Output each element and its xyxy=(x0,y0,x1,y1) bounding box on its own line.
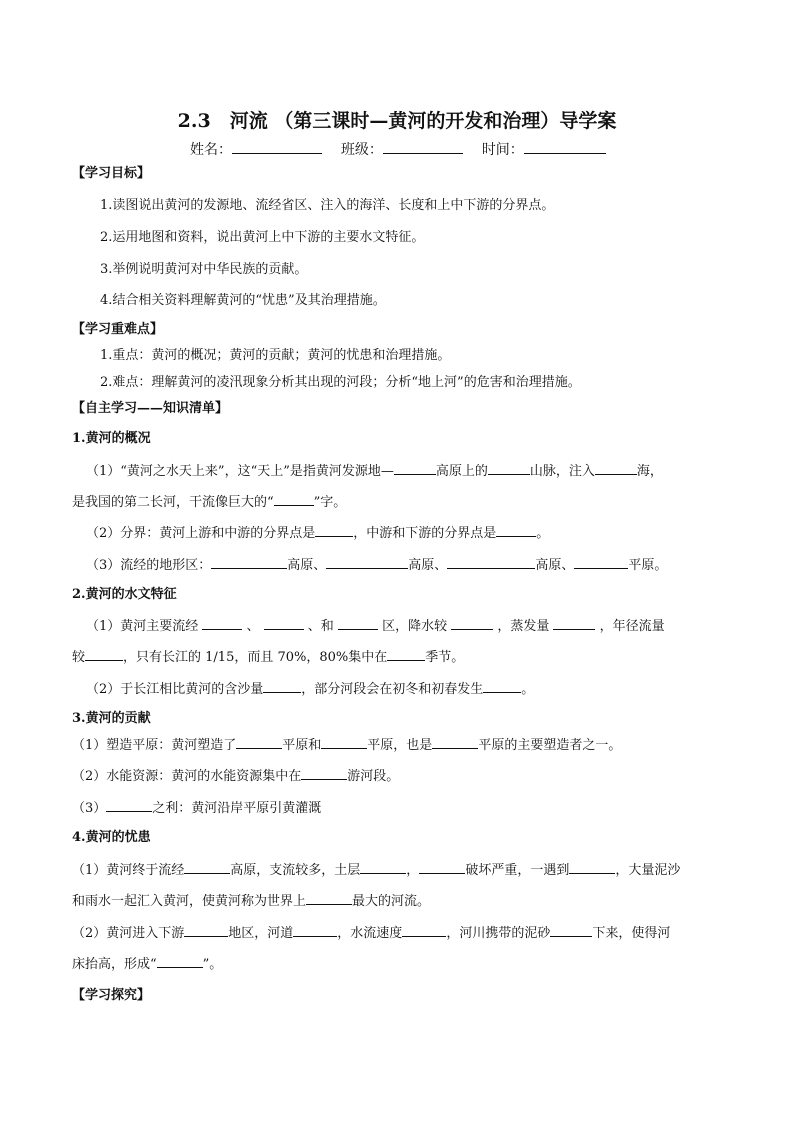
explore-heading: 【学习探究】 xyxy=(72,988,151,1003)
section-heading-concerns: 4.黄河的忧患 xyxy=(72,830,151,845)
fill-blank[interactable] xyxy=(211,556,287,569)
page-title: 2.3 河流 （第三课时—黄河的开发和治理）导学案 xyxy=(177,110,617,132)
keypoint-item: 1.重点：黄河的概况；黄河的贡献；黄河的忧患和治理措施。 xyxy=(100,348,451,363)
fill-blank[interactable] xyxy=(569,861,615,874)
fill-blank[interactable] xyxy=(488,462,530,475)
fill-blank[interactable] xyxy=(496,524,536,537)
goal-item: 2.运用地图和资料，说出黄河上中下游的主要水文特征。 xyxy=(100,230,425,245)
fill-blank[interactable] xyxy=(184,924,228,937)
fill-blank[interactable] xyxy=(301,767,347,780)
s3-line1: （1）塑造平原：黄河塑造了 平原和 平原，也是 平原的主要塑造者之一。 xyxy=(72,738,622,753)
fill-blank[interactable] xyxy=(202,617,242,630)
keypoints-heading: 【学习重难点】 xyxy=(72,322,164,337)
fill-blank[interactable] xyxy=(419,861,465,874)
fill-blank[interactable] xyxy=(184,861,230,874)
fill-blank[interactable] xyxy=(402,924,446,937)
s3-line3: （3） 之利：黄河沿岸平原引黄灌溉 xyxy=(72,801,322,816)
fill-blank[interactable] xyxy=(306,892,352,905)
section-heading-hydrology: 2.黄河的水文特征 xyxy=(72,587,177,602)
s1-line1: （1）“黄河之水天上来”，这“天上”是指黄河发源地— 高原上的 山脉，注入 海， xyxy=(86,464,663,479)
fill-blank[interactable] xyxy=(106,799,152,812)
s4-line2: 和雨水一起汇入黄河，使黄河称为世界上 最大的河流。 xyxy=(72,894,431,909)
fill-blank[interactable] xyxy=(451,617,493,630)
s4-line1: （1）黄河终于流经 高原，支流较多，土层 ， 破坏严重，一遇到 ，大量泥沙 xyxy=(72,863,681,878)
s2-line3: （2）于长江相比黄河的含沙量 ，部分河段会在初冬和初春发生 。 xyxy=(86,682,535,697)
fill-blank[interactable] xyxy=(483,680,521,693)
section-heading-overview: 1.黄河的概况 xyxy=(72,431,151,446)
s3-line2: （2）水能资源：黄河的水能资源集中在 游河段。 xyxy=(72,769,400,784)
s4-line3: （2）黄河进入下游 地区，河道 ，水流速度 ，河川携带的泥砂 下来，使得河 xyxy=(72,926,671,941)
fill-blank[interactable] xyxy=(85,648,123,661)
header-fields xyxy=(190,141,606,159)
fill-blank[interactable] xyxy=(387,648,425,661)
fill-blank[interactable] xyxy=(550,924,592,937)
fill-blank[interactable] xyxy=(360,861,406,874)
fill-blank[interactable] xyxy=(315,524,353,537)
s1-line4: （3）流经的地形区： 高原、 高原、 高原、 平原。 xyxy=(86,558,668,573)
class-label: 班级： xyxy=(340,142,383,158)
s2-line2: 较 ，只有长江的 1/15，而且 70%，80%集中在 季节。 xyxy=(72,650,465,665)
fill-blank[interactable] xyxy=(264,617,304,630)
fill-blank[interactable] xyxy=(157,955,203,968)
fill-blank[interactable] xyxy=(274,493,314,506)
fill-blank[interactable] xyxy=(293,924,337,937)
s2-line1: （1）黄河主要流经 、 、和 区，降水较 ，蒸发量 ，年径流量 xyxy=(86,619,665,634)
fill-blank[interactable] xyxy=(263,680,301,693)
goal-item: 4.结合相关资料理解黄河的“忧患”及其治理措施。 xyxy=(100,293,386,308)
s1-line3: （2）分界：黄河上游和中游的分界点是 ，中游和下游的分界点是 。 xyxy=(86,526,550,541)
fill-blank[interactable] xyxy=(432,736,478,749)
fill-blank[interactable] xyxy=(338,617,378,630)
fill-blank[interactable] xyxy=(553,617,595,630)
goal-item: 3.举例说明黄河对中华民族的贡献。 xyxy=(100,262,308,277)
time-label: 时间： xyxy=(481,142,524,158)
s1-line2: 是我国的第二长河，干流像巨大的“ ”字。 xyxy=(72,495,347,510)
self-study-heading: 【自主学习——知识清单】 xyxy=(72,401,229,416)
keypoint-item: 2.难点：理解黄河的凌汛现象分析其出现的河段；分析“地上河”的危害和治理措施。 xyxy=(100,375,581,390)
class-blank[interactable] xyxy=(383,141,463,154)
fill-blank[interactable] xyxy=(236,736,282,749)
fill-blank[interactable] xyxy=(595,462,637,475)
name-blank[interactable] xyxy=(232,141,322,154)
goal-item: 1.读图说出黄河的发源地、流经省区、注入的海洋、长度和上中下游的分界点。 xyxy=(100,198,555,213)
fill-blank[interactable] xyxy=(326,556,408,569)
section-heading-contribution: 3.黄河的贡献 xyxy=(72,711,151,726)
fill-blank[interactable] xyxy=(574,556,628,569)
time-blank[interactable] xyxy=(524,141,606,154)
s4-line4: 床抬高，形成“ ”。 xyxy=(72,957,223,972)
fill-blank[interactable] xyxy=(447,556,535,569)
goals-heading: 【学习目标】 xyxy=(72,166,151,181)
name-label: 姓名： xyxy=(190,142,232,158)
fill-blank[interactable] xyxy=(321,736,367,749)
fill-blank[interactable] xyxy=(394,462,436,475)
